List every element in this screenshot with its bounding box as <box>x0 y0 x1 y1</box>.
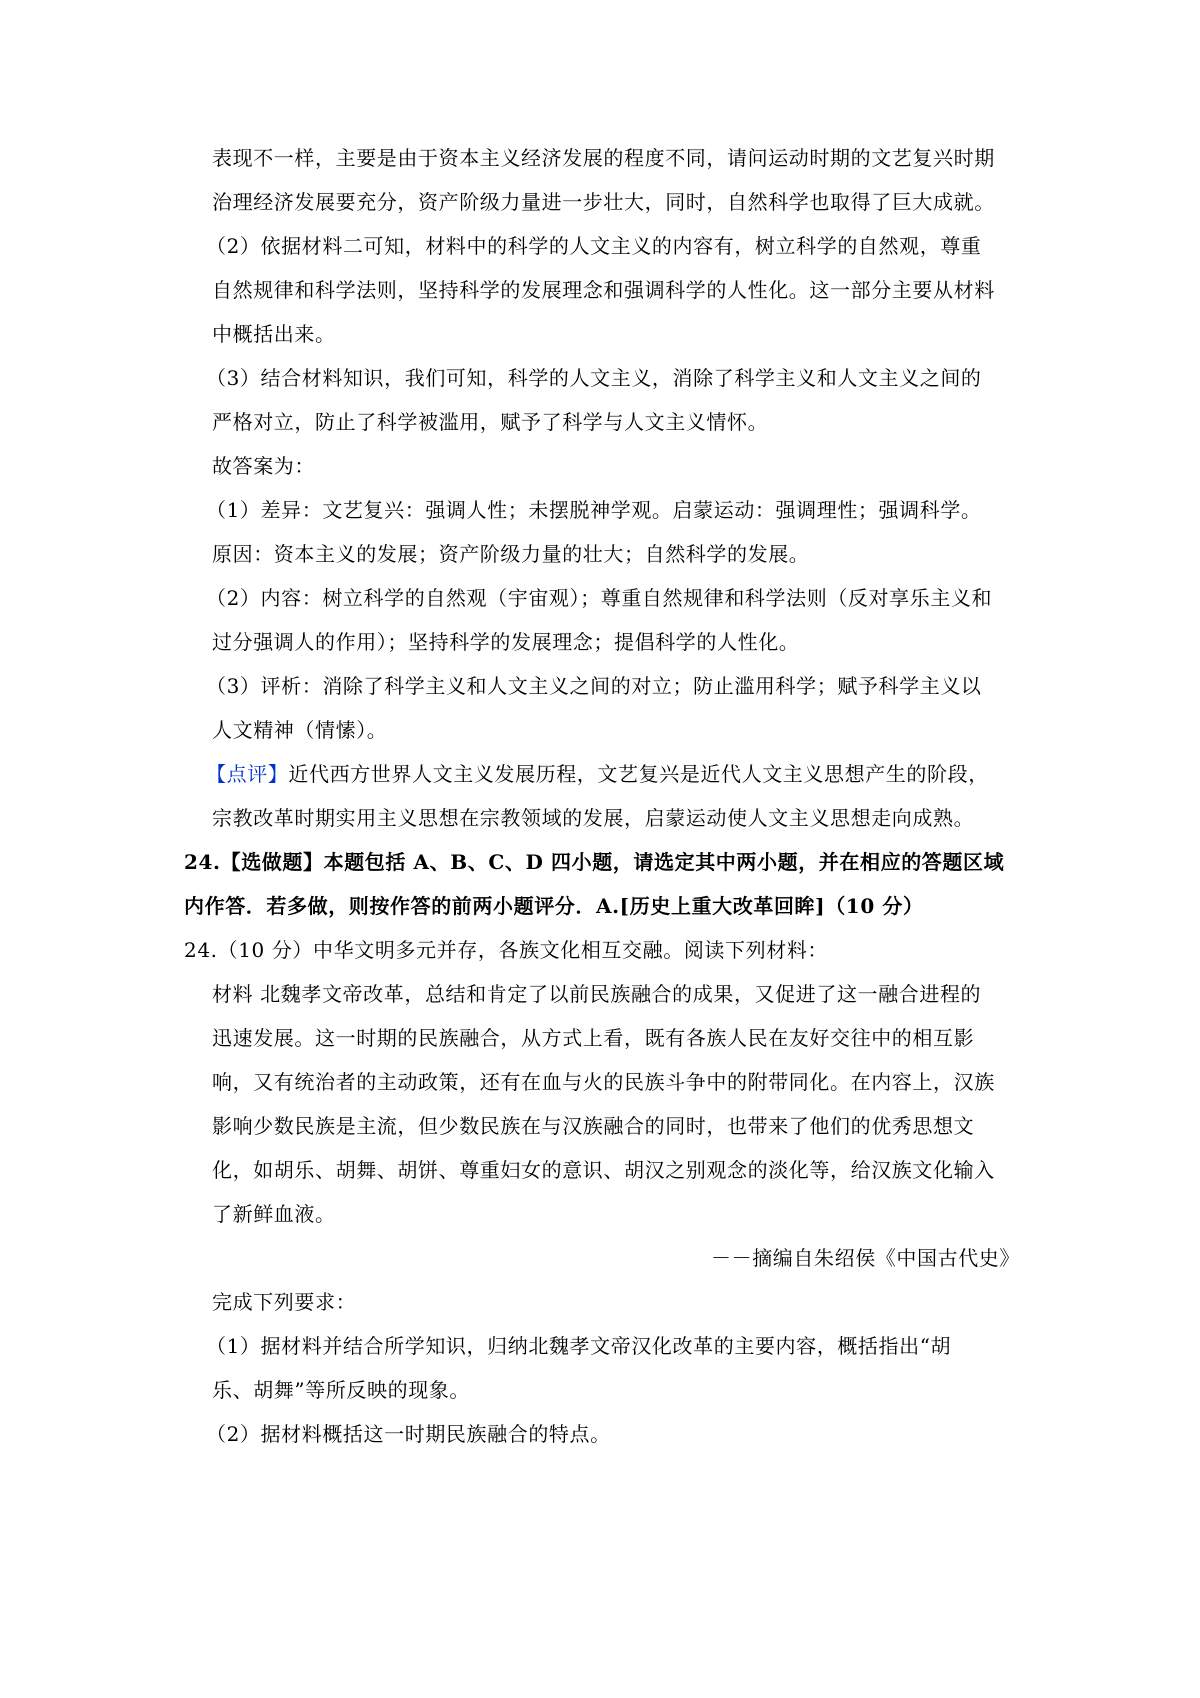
answer-line: （2）内容：树立科学的自然观（宇宙观）；尊重自然规律和科学法则（反对享乐主义和 <box>206 586 993 610</box>
analysis-line: （3）结合材料知识，我们可知，科学的人文主义，消除了科学主义和人文主义之间的 <box>206 366 982 390</box>
material-line: 材料 北魏孝文帝改革，总结和肯定了以前民族融合的成果，又促进了这一融合进程的 <box>212 982 982 1006</box>
question-line: （2）据材料概括这一时期民族融合的特点。 <box>206 1422 611 1446</box>
question-line: （1）据材料并结合所学知识，归纳北魏孝文帝汉化改革的主要内容，概括指出“胡 <box>206 1334 952 1358</box>
comment-line: 宗教改革时期实用主义思想在宗教领域的发展，启蒙运动使人文主义思想走向成熟。 <box>212 806 975 830</box>
analysis-line: 严格对立，防止了科学被滥用，赋予了科学与人文主义情怀。 <box>212 410 769 434</box>
answer-line: 人文精神（情愫）。 <box>212 718 388 742</box>
answer-line: （3）评析：消除了科学主义和人文主义之间的对立；防止滥用科学；赋予科学主义以 <box>206 674 982 698</box>
question-header-line: 24.【选做题】本题包括 A、B、C、D 四小题，请选定其中两小题，并在相应的答题区域 <box>184 850 1005 874</box>
analysis-line: 中概括出来。 <box>212 322 336 346</box>
material-line: 响，又有统治者的主动政策，还有在血与火的民族斗争中的附带同化。在内容上，汉族 <box>212 1070 995 1094</box>
analysis-line: 治理经济发展要充分，资产阶级力量进一步壮大，同时，自然科学也取得了巨大成就。 <box>212 190 995 214</box>
material-source: －－摘编自朱绍侯《中国古代史》 <box>711 1246 1020 1270</box>
task-intro: 完成下列要求： <box>212 1290 357 1314</box>
analysis-line: 自然规律和科学法则，坚持科学的发展理念和强调科学的人性化。这一部分主要从材料 <box>212 278 995 302</box>
material-line: 迅速发展。这一时期的民族融合，从方式上看，既有各族人民在友好交往中的相互影 <box>212 1026 975 1050</box>
analysis-line: （2）依据材料二可知，材料中的科学的人文主义的内容有，树立科学的自然观，尊重 <box>206 234 982 258</box>
answer-intro: 故答案为： <box>212 454 315 478</box>
answer-line: 原因：资本主义的发展；资产阶级力量的壮大；自然科学的发展。 <box>212 542 810 566</box>
answer-line: （1）差异：文艺复兴：强调人性；未摆脱神学观。启蒙运动：强调理性；强调科学。 <box>206 498 982 522</box>
question-header-line: 内作答．若多做，则按作答的前两小题评分．A.[历史上重大改革回眸]（10 分） <box>184 894 924 918</box>
question-line: 乐、胡舞”等所反映的现象。 <box>212 1378 471 1402</box>
comment-line <box>206 761 989 787</box>
analysis-line: 表现不一样，主要是由于资本主义经济发展的程度不同，请问运动时期的文艺复兴时期 <box>212 146 995 170</box>
question-stem: 24.（10 分）中华文明多元并存，各族文化相互交融。阅读下列材料： <box>184 938 829 962</box>
material-line: 影响少数民族是主流，但少数民族在与汉族融合的同时，也带来了他们的优秀思想文 <box>212 1114 975 1138</box>
material-line: 了新鲜血液。 <box>212 1202 336 1226</box>
material-line: 化，如胡乐、胡舞、胡饼、尊重妇女的意识、胡汉之别观念的淡化等，给汉族文化输入 <box>212 1158 995 1182</box>
comment-text: 近代西方世界人文主义发展历程，文艺复兴是近代人文主义思想产生的阶段， <box>288 762 989 786</box>
comment-tag: 【点评】 <box>206 762 289 786</box>
answer-line: 过分强调人的作用）；坚持科学的发展理念；提倡科学的人性化。 <box>212 630 800 654</box>
